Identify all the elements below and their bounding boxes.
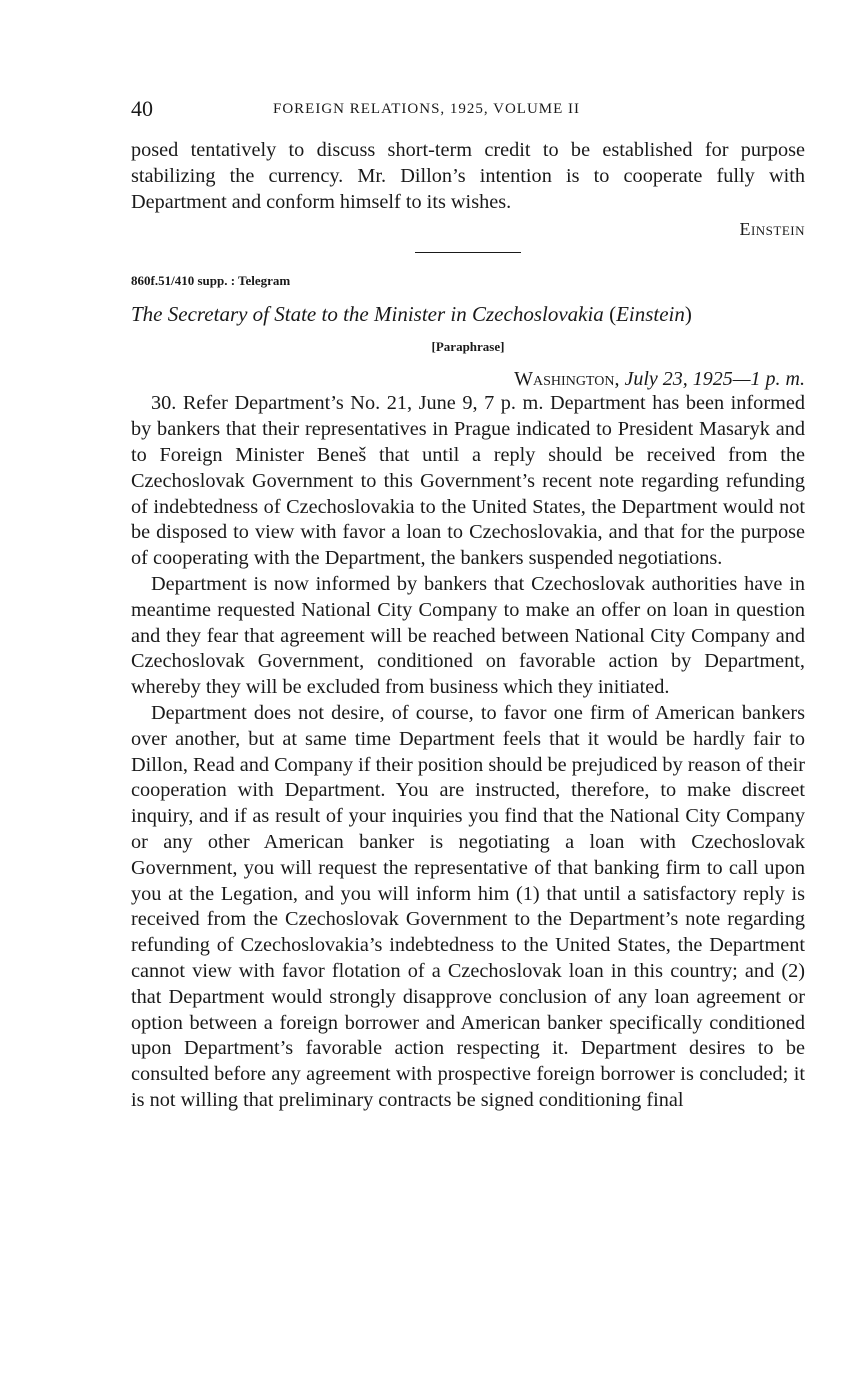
body-paragraph-1: 30. Refer Department’s No. 21, June 9, 7 p. m. Department has been informed by bankers that their representatives in Prague indicated to President Masaryk and to Foreign Minister Beneš that until a reply should be received from the Czechoslovak Government to this Government’s recent note regarding refunding of indebtedness of Czechoslovakia to the United States, the Department would not be disposed to view with favor a loan to Czechoslovakia, and that for the purpose of cooperating with the Department, the bankers suspended negotiations. (131, 392, 805, 570)
heading-recipient-name: Einstein (616, 302, 685, 327)
dateline-place: Washington, (514, 368, 620, 391)
file-reference: 860f.51/410 supp. : Telegram (131, 273, 291, 289)
paraphrase-note: [Paraphrase] (431, 339, 505, 355)
document-page (131, 96, 805, 1114)
body-paragraph-3: Department does not desire, of course, to favor one firm of American bankers over another, but at same time Department feels that it would be hardly fair to Dillon, Read and Company if their position should be prejudiced by reason of their cooperation with Department. You are instructed, therefore, to make discreet inquiry, and if as result of your inquiries you find that the National City Company or any other American banker is negotiating a loan with Czechoslovak Government, you will request the representative of that banking firm to call upon you at the Legation, and you will inform him (1) that until a satisfactory reply is received from the Czechoslovak Government to the Department’s note regarding refunding of Czechoslovakia’s indebtedness to the United States, the Department cannot view with favor flotation of a Czechoslovak loan in this country; and (2) that Department would strongly disapprove conclusion of any loan agreement or option between a foreign borrower and American banker specifically conditioned upon Department’s favorable action respecting it. Department desires to be consulted before any agreement with prospective foreign borrower is concluded; it is not willing that preliminary contracts be signed conditioning final (131, 701, 805, 1111)
running-header (131, 96, 805, 126)
document-heading (131, 301, 805, 327)
section-divider (415, 252, 521, 253)
previous-document-closing-paragraph: posed tentatively to discuss short-term credit to be established for purpose stabilizing the currency. Mr. Dillon’s intention is to cooperate fully with Department and conform himself to its wishes. (131, 139, 805, 213)
page-number: 40 (131, 96, 153, 121)
signature: Einstein (739, 219, 805, 240)
heading-text: The Secretary of State to the Minister in Czechoslovakia (131, 302, 610, 327)
body-paragraph-2: Department is now informed by bankers that Czechoslovak authorities have in meantime requested National City Company to make an offer on loan in question and they fear that agreement will be reached between National City Company and Czechoslovak Government, conditioned on favorable action by Department, whereby they will be excluded from business which they initiated. (131, 572, 805, 699)
heading-open-paren: ( (609, 302, 617, 327)
heading-close-paren: ) (684, 302, 692, 327)
dateline (131, 367, 805, 391)
running-title: FOREIGN RELATIONS, 1925, VOLUME II (273, 101, 581, 117)
dateline-date: July 23, 1925—1 p. m. (619, 368, 805, 391)
